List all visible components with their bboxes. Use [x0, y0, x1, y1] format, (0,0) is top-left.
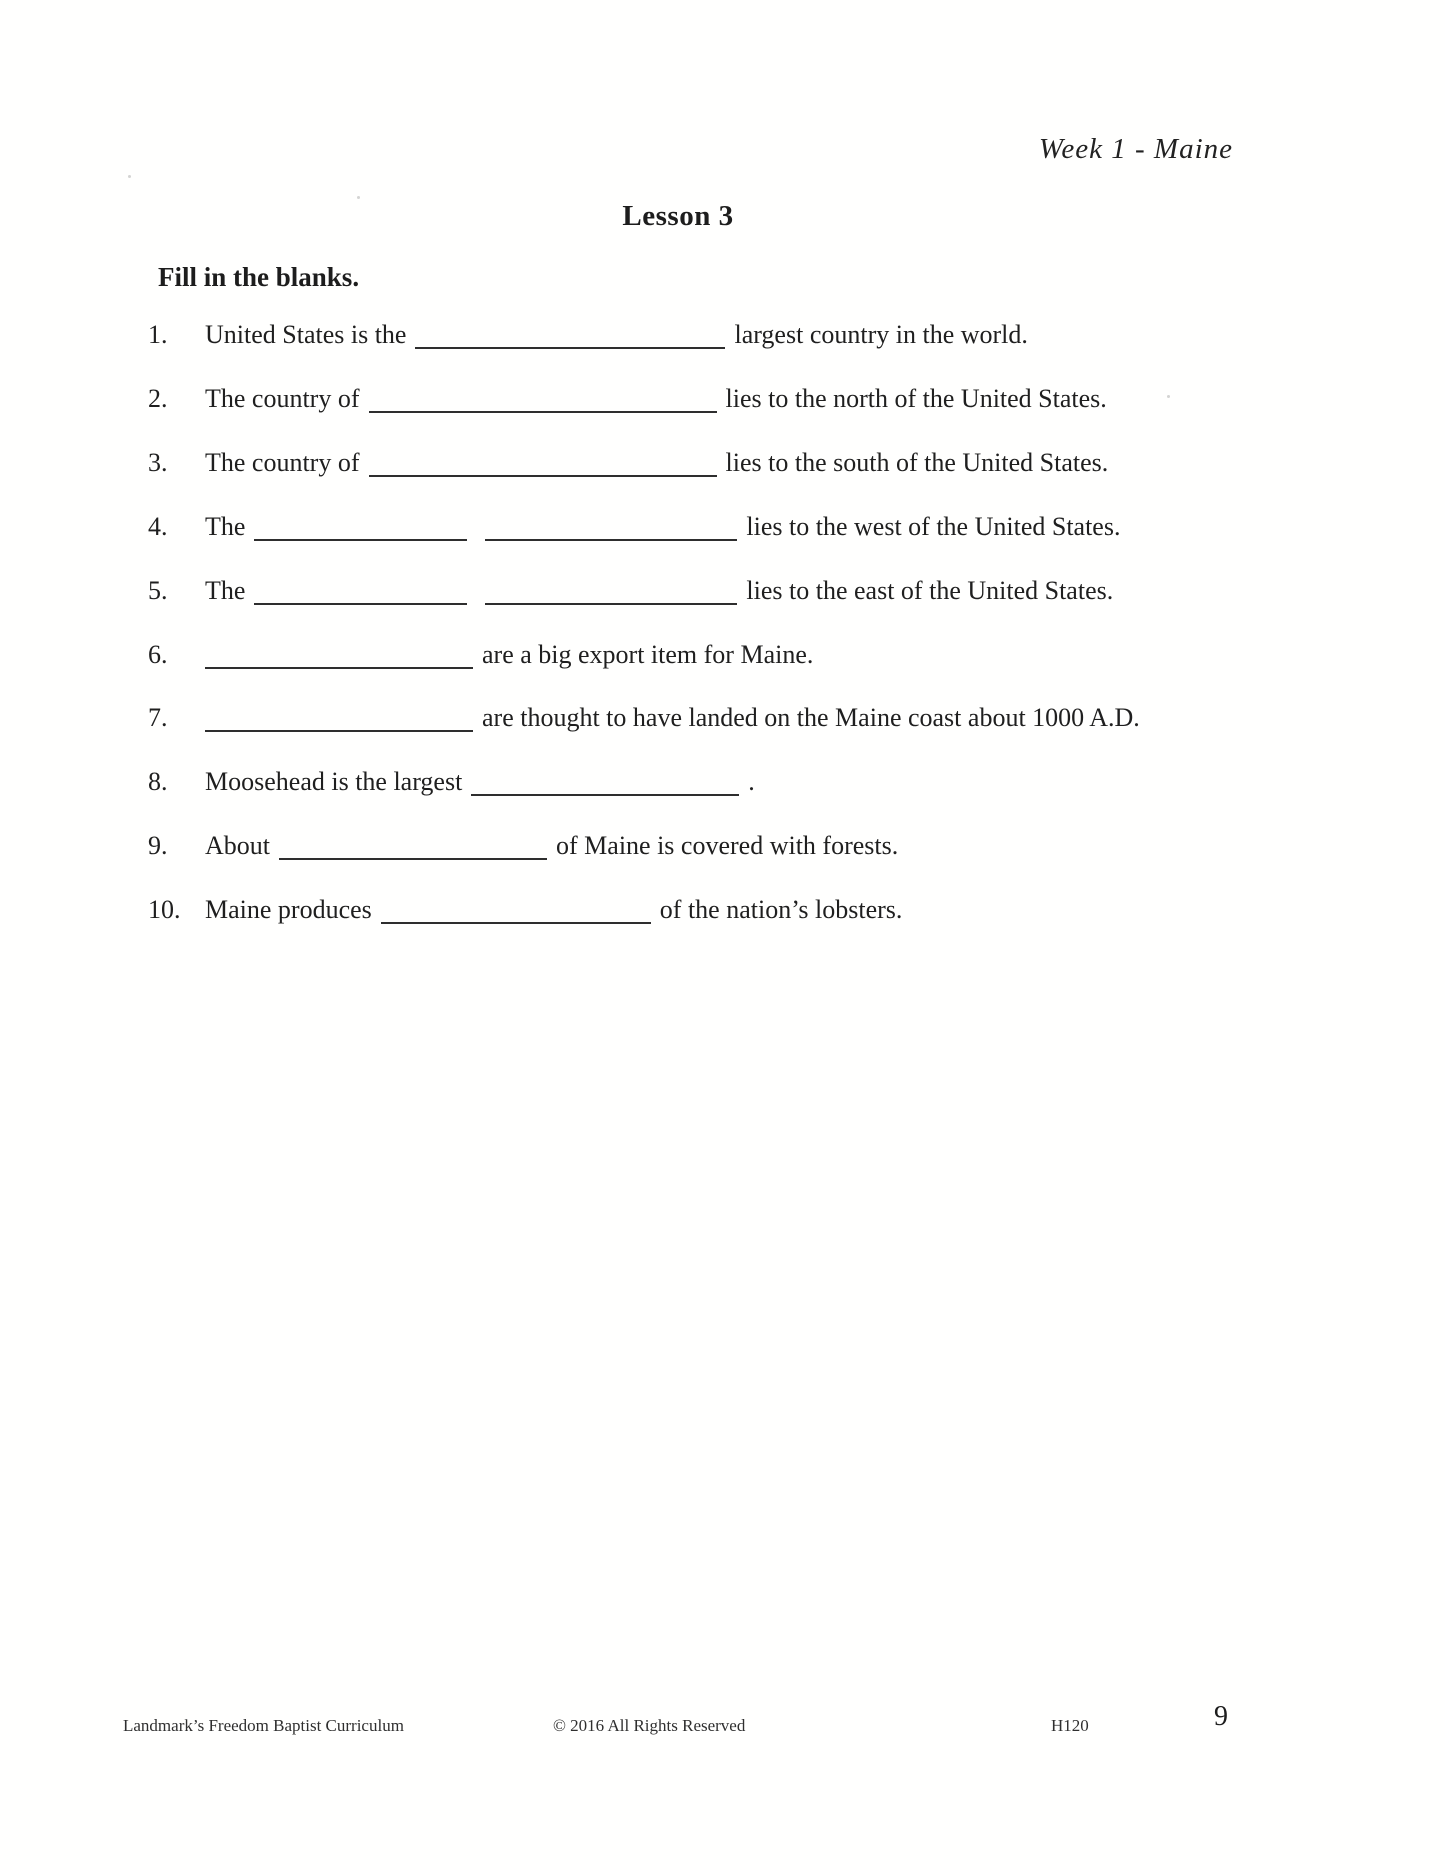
question-number: 9.: [148, 831, 168, 860]
question-text-segment: lies to the east of the United States.: [746, 576, 1114, 605]
scan-speck: [357, 196, 360, 199]
fill-in-blank-line: [485, 600, 737, 605]
question-number: 2.: [148, 384, 168, 413]
question-text-segment: The country of: [205, 384, 360, 413]
question-row: [148, 446, 1388, 480]
question-number: 7.: [148, 703, 168, 732]
question-text: [205, 576, 1113, 605]
question-text: [205, 384, 1107, 413]
question-text-segment: The: [205, 576, 246, 605]
question-text-segment: of the nation’s lobsters.: [659, 895, 903, 924]
question-row: [148, 382, 1388, 416]
question-text-segment: lies to the south of the United States.: [725, 448, 1109, 477]
footer-copyright-text: © 2016 All Rights Reserved: [553, 1716, 746, 1735]
question-text-segment: are a big export item for Maine.: [482, 640, 814, 669]
footer-page-number: 9: [1214, 1701, 1228, 1732]
fill-in-blank-line: [381, 919, 651, 924]
instruction-heading: Fill in the blanks.: [158, 262, 360, 292]
question-text-segment: lies to the north of the United States.: [725, 384, 1107, 413]
question-row: [148, 765, 1388, 799]
question-row: [148, 510, 1388, 544]
fill-in-blank-line: [205, 664, 473, 669]
question-text: [205, 831, 898, 860]
question-row: [148, 638, 1388, 672]
fill-in-blank-line: [254, 600, 467, 605]
question-row: [148, 829, 1388, 863]
fill-in-blank-line: [415, 344, 725, 349]
question-number: 8.: [148, 767, 168, 796]
question-number: 6.: [148, 640, 168, 669]
scan-speck: [128, 175, 131, 178]
question-text-segment: are thought to have landed on the Maine coast about 1000 A.D.: [482, 703, 1140, 732]
question-text: [205, 448, 1108, 477]
lesson-title: Lesson 3: [622, 200, 734, 232]
question-row: [148, 701, 1388, 735]
fill-in-blank-line: [205, 727, 473, 732]
week-header: Week 1 - Maine: [1038, 133, 1233, 165]
question-text: [205, 767, 755, 796]
fill-in-blank-line: [485, 536, 737, 541]
footer-course-code: H120: [1051, 1716, 1089, 1735]
question-number: 1.: [148, 320, 168, 349]
question-number: 10.: [148, 895, 181, 924]
question-text-segment: Maine produces: [205, 895, 372, 924]
question-text-segment: United States is the: [205, 320, 407, 349]
question-text-segment: .: [748, 767, 755, 796]
fill-in-blank-line: [254, 536, 467, 541]
question-text-segment: lies to the west of the United States.: [746, 512, 1121, 541]
question-text-segment: About: [205, 831, 270, 860]
question-text-segment: Moosehead is the largest: [205, 767, 463, 796]
scan-speck: [1167, 395, 1170, 398]
question-text: [205, 640, 813, 669]
question-text: [205, 320, 1028, 349]
question-number: 3.: [148, 448, 168, 477]
fill-in-blank-line: [369, 408, 717, 413]
question-row: [148, 574, 1388, 608]
fill-in-blank-line: [279, 855, 547, 860]
question-text: [205, 895, 902, 924]
question-text-segment: The country of: [205, 448, 360, 477]
fill-in-blank-line: [369, 472, 717, 477]
question-text-segment: The: [205, 512, 246, 541]
question-number: 5.: [148, 576, 168, 605]
question-text-segment: largest country in the world.: [734, 320, 1028, 349]
question-text: [205, 512, 1120, 541]
fill-in-blank-line: [471, 791, 739, 796]
question-row: [148, 318, 1388, 352]
question-number: 4.: [148, 512, 168, 541]
question-text: [205, 703, 1140, 732]
footer-publisher-text: Landmark’s Freedom Baptist Curriculum: [123, 1716, 404, 1735]
question-row: [148, 893, 1388, 927]
question-text-segment: of Maine is covered with forests.: [556, 831, 899, 860]
